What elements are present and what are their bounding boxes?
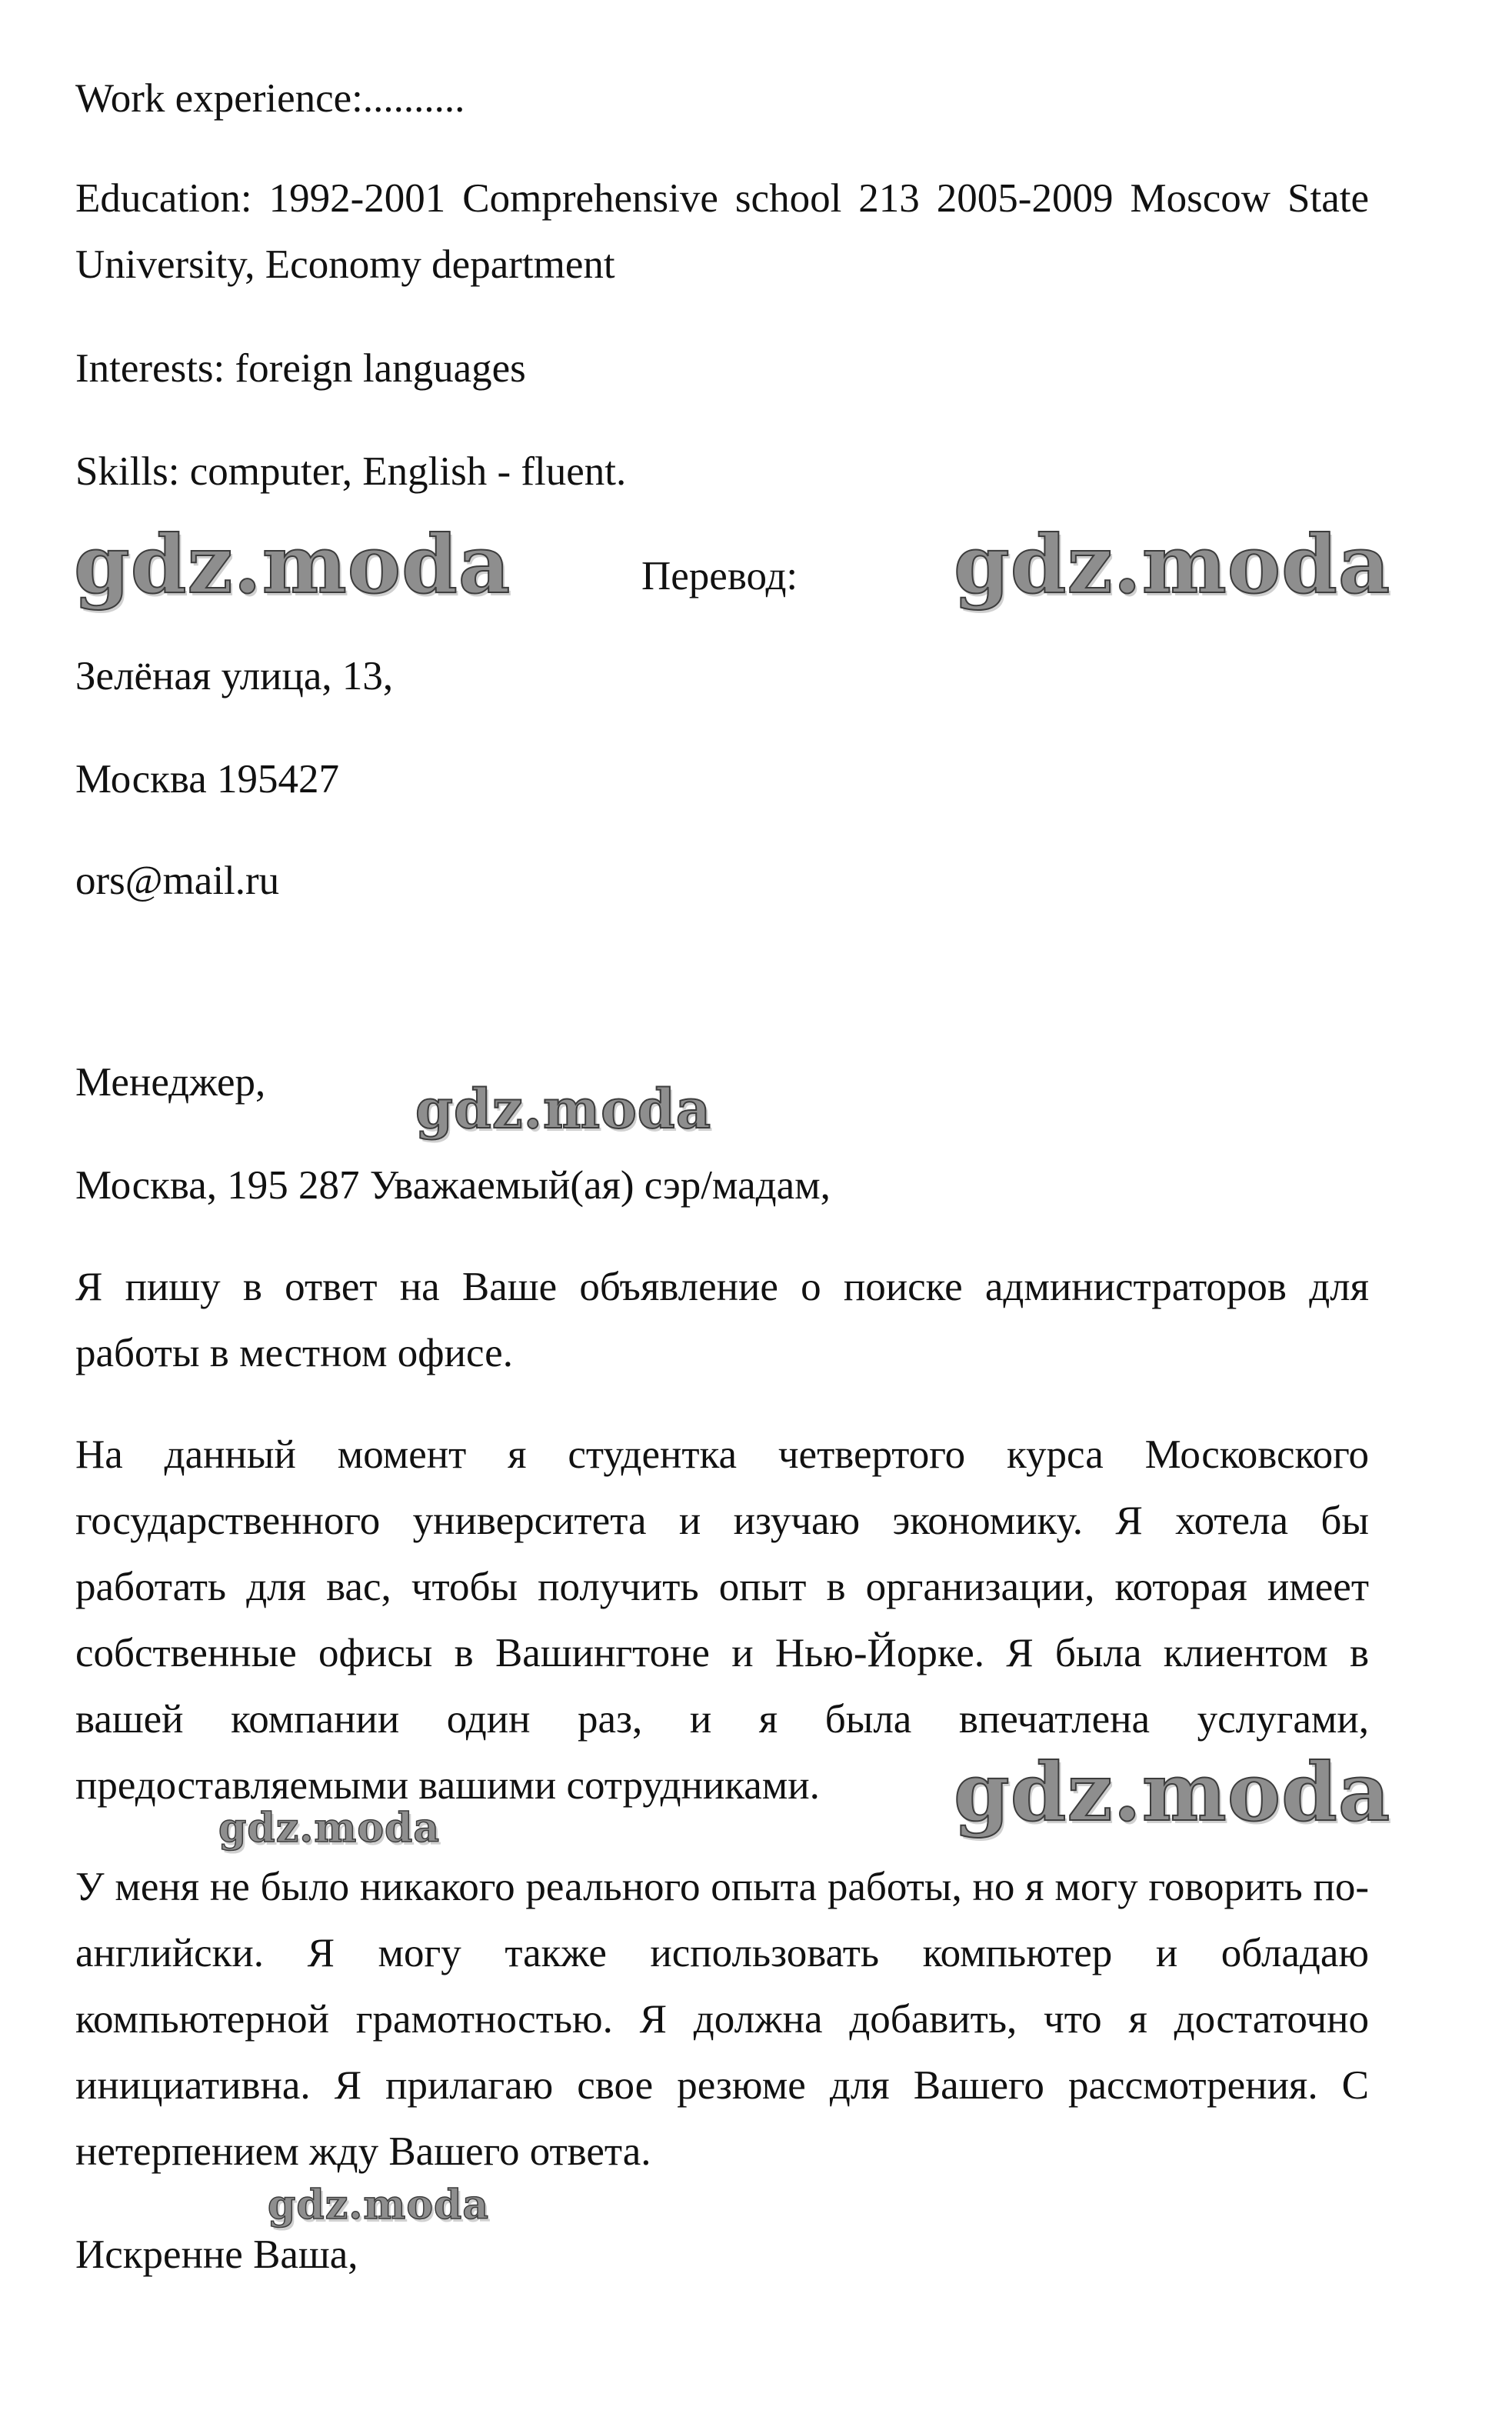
letter-paragraph-2: На данный момент я студентка четвертого курса Московского государственного университета и изучаю экономику. Я хотела бы работать для вас, чтобы получить опыт в организации, которая имеет собственные офисы в Вашингтоне и Нью-Йорке. Я была клиентом в вашей компании один раз, и я была впечатлена услугами, предоставляемыми вашими сотрудниками.	[75, 1432, 1369, 1808]
sender-street: Зелёная улица, 13,	[75, 654, 394, 698]
translation-heading: Перевод:	[641, 554, 798, 598]
watermark-logo: gdz.moda	[218, 1805, 441, 1852]
watermark-logo: gdz.moda	[268, 2182, 490, 2229]
skills-line: Skills: computer, English - fluent.	[75, 449, 627, 494]
work-experience-line: Work experience:..........	[75, 76, 465, 121]
watermark-logo: gdz.moda	[74, 517, 511, 612]
education-line: Education: 1992-2001 Comprehensive school 213 2005-2009 Moscow State University, Economy department	[75, 176, 1369, 287]
recipient-city-greeting: Москва, 195 287 Уважаемый(ая) сэр/мадам,	[75, 1163, 831, 1208]
sender-city: Москва 195427	[75, 757, 339, 802]
recipient-title: Менеджер,	[75, 1060, 266, 1105]
letter-paragraph-1: Я пишу в ответ на Ваше объявление о поиске администраторов для работы в местном офисе.	[75, 1265, 1369, 1375]
watermark-logo: gdz.moda	[415, 1077, 712, 1141]
letter-closing: Искренне Ваша,	[75, 2232, 358, 2277]
sender-email: ors@mail.ru	[75, 858, 280, 903]
watermark-logo: gdz.moda	[954, 1745, 1391, 1839]
watermark-logo: gdz.moda	[954, 517, 1391, 612]
letter-paragraph-3: У меня не было никакого реального опыта работы, но я могу говорить по-английски. Я могу также использовать компьютер и обладаю компьютерной грамотностью. Я должна добавить, что я достаточно инициативна. Я прилагаю свое резюме для Вашего рассмотрения. С нетерпением жду Вашего ответа.	[75, 1865, 1369, 2174]
interests-line: Interests: foreign languages	[75, 346, 526, 391]
